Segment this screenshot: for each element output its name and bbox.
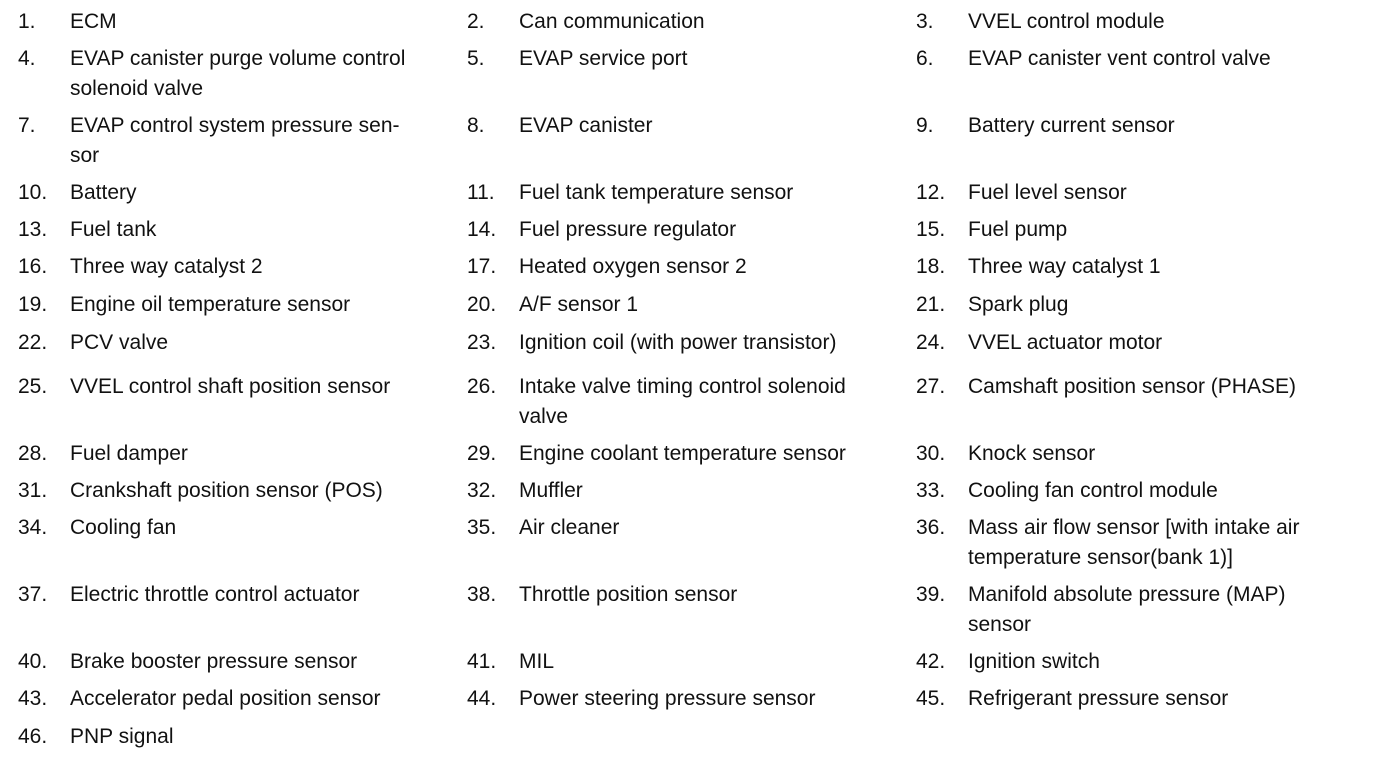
item-label: MIL — [519, 650, 555, 673]
item-label: Cooling fan — [70, 516, 177, 539]
item-label: Fuel damper — [70, 442, 188, 465]
item-number: 31. — [18, 479, 48, 502]
item-number: 20. — [467, 293, 497, 316]
item-number: 4. — [18, 47, 36, 70]
item-number: 13. — [18, 218, 48, 241]
item-label: A/F sensor 1 — [519, 293, 639, 316]
item-number: 5. — [467, 47, 485, 70]
item-number: 28. — [18, 442, 48, 465]
item-number: 30. — [916, 442, 946, 465]
item-label: Muffler — [519, 479, 583, 502]
item-number: 11. — [467, 181, 495, 204]
item-label: Electric throttle control actuator — [70, 583, 360, 606]
item-label: EVAP canister purge volume control solenoid valve — [70, 47, 406, 100]
item-label: Engine coolant temperature sensor — [519, 442, 846, 465]
item-label: Battery current sensor — [968, 114, 1175, 137]
item-number: 35. — [467, 516, 497, 539]
item-label: Fuel tank — [70, 218, 157, 241]
item-number: 42. — [916, 650, 946, 673]
item-label: EVAP control system pressure sen- sor — [70, 114, 400, 167]
item-number: 10. — [18, 181, 48, 204]
item-number: 32. — [467, 479, 497, 502]
item-label: Manifold absolute pressure (MAP) sensor — [968, 583, 1286, 636]
item-label: Throttle position sensor — [519, 583, 738, 606]
item-label: EVAP canister — [519, 114, 653, 137]
item-label: EVAP service port — [519, 47, 688, 70]
item-number: 46. — [18, 725, 48, 748]
item-label: Air cleaner — [519, 516, 620, 539]
item-label: Spark plug — [968, 293, 1069, 316]
item-number: 6. — [916, 47, 934, 70]
item-number: 38. — [467, 583, 497, 606]
item-label: Three way catalyst 2 — [70, 255, 263, 278]
item-label: Brake booster pressure sensor — [70, 650, 358, 673]
item-number: 27. — [916, 375, 946, 398]
item-number: 34. — [18, 516, 48, 539]
item-label: VVEL actuator motor — [968, 331, 1163, 354]
item-number: 44. — [467, 687, 497, 710]
item-number: 12. — [916, 181, 946, 204]
item-label: Battery — [70, 181, 137, 204]
item-number: 45. — [916, 687, 946, 710]
item-label: PCV valve — [70, 331, 169, 354]
item-label: Refrigerant pressure sensor — [968, 687, 1229, 710]
item-number: 26. — [467, 375, 497, 398]
item-number: 25. — [18, 375, 48, 398]
item-number: 16. — [18, 255, 48, 278]
item-number: 14. — [467, 218, 497, 241]
item-label: VVEL control module — [968, 10, 1165, 33]
item-number: 43. — [18, 687, 48, 710]
item-label: Ignition coil (with power transistor) — [519, 331, 837, 354]
item-label: Knock sensor — [968, 442, 1096, 465]
item-number: 39. — [916, 583, 946, 606]
item-number: 17. — [467, 255, 497, 278]
item-label: Power steering pressure sensor — [519, 687, 816, 710]
item-label: Mass air flow sensor [with intake air temperature sensor(bank 1)] — [968, 516, 1300, 569]
item-number: 1. — [18, 10, 36, 33]
item-number: 24. — [916, 331, 946, 354]
item-number: 2. — [467, 10, 485, 33]
item-label: VVEL control shaft position sensor — [70, 375, 391, 398]
item-number: 7. — [18, 114, 36, 137]
item-number: 23. — [467, 331, 497, 354]
item-label: Crankshaft position sensor (POS) — [70, 479, 383, 502]
item-label: Camshaft position sensor (PHASE) — [968, 375, 1296, 398]
item-number: 37. — [18, 583, 48, 606]
item-number: 18. — [916, 255, 946, 278]
item-label: ECM — [70, 10, 117, 33]
item-label: Can communication — [519, 10, 705, 33]
item-number: 21. — [916, 293, 946, 316]
item-label: Fuel pump — [968, 218, 1068, 241]
item-number: 9. — [916, 114, 934, 137]
item-label: Heated oxygen sensor 2 — [519, 255, 747, 278]
item-label: Intake valve timing control solenoid valve — [519, 375, 846, 428]
item-number: 33. — [916, 479, 946, 502]
item-number: 40. — [18, 650, 48, 673]
item-label: Accelerator pedal position sensor — [70, 687, 381, 710]
item-label: Fuel level sensor — [968, 181, 1127, 204]
item-label: Fuel pressure regulator — [519, 218, 737, 241]
item-label: Ignition switch — [968, 650, 1100, 673]
item-label: Three way catalyst 1 — [968, 255, 1161, 278]
item-number: 8. — [467, 114, 485, 137]
item-label: Engine oil temperature sensor — [70, 293, 351, 316]
item-number: 22. — [18, 331, 48, 354]
item-number: 41. — [467, 650, 497, 673]
item-number: 15. — [916, 218, 946, 241]
item-label: Cooling fan control module — [968, 479, 1218, 502]
item-number: 36. — [916, 516, 946, 539]
item-number: 19. — [18, 293, 48, 316]
item-number: 29. — [467, 442, 497, 465]
item-number: 3. — [916, 10, 934, 33]
item-label: Fuel tank temperature sensor — [519, 181, 794, 204]
item-label: EVAP canister vent control valve — [968, 47, 1271, 70]
item-label: PNP signal — [70, 725, 174, 748]
